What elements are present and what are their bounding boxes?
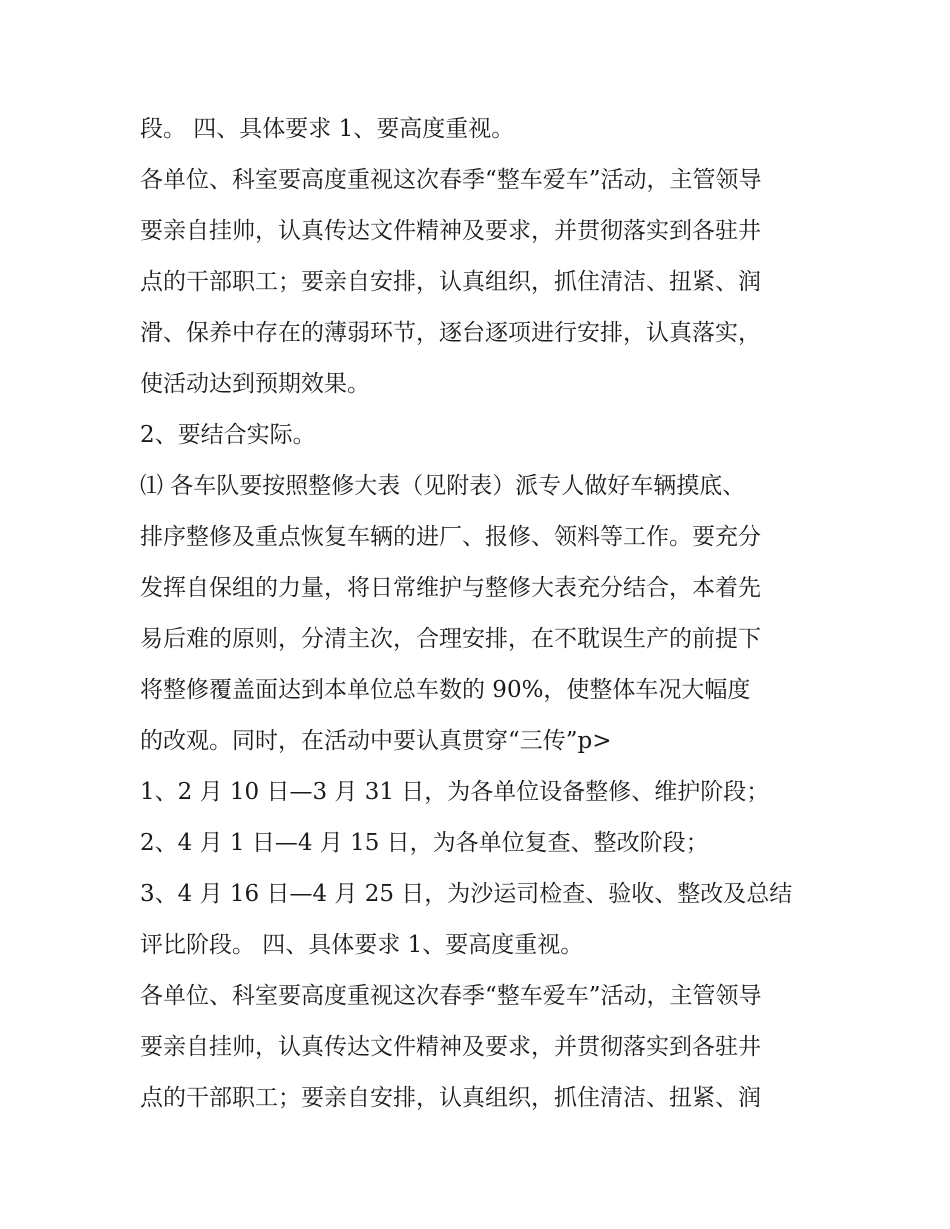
text-line: 滑、保养中存在的薄弱环节，逐台逐项进行安排，认真落实， xyxy=(140,320,761,346)
text-line: 点的干部职工；要亲自安排，认真组织，抓住清洁、扭紧、润 xyxy=(140,1085,761,1111)
text-line: 发挥自保组的力量，将日常维护与整修大表充分结合，本着先 xyxy=(140,575,761,601)
text-line: 要亲自挂帅，认真传达文件精神及要求，并贯彻落实到各驻井 xyxy=(140,1034,761,1060)
text-line: 各单位、科室要高度重视这次春季“整车爱车”活动，主管领导 xyxy=(140,167,762,193)
text-line: 的改观。同时，在活动中要认真贯穿“三传”p> xyxy=(140,728,612,754)
text-line: 要亲自挂帅，认真传达文件精神及要求，并贯彻落实到各驻井 xyxy=(140,218,761,244)
text-line: 使活动达到预期效果。 xyxy=(140,371,370,397)
text-line: 易后难的原则，分清主次，合理安排，在不耽误生产的前提下 xyxy=(140,626,761,652)
text-line: 3、4 月 16 日—4 月 25 日，为沙运司检查、验收、整改及总结 xyxy=(140,881,793,907)
text-line: 2、要结合实际。 xyxy=(140,422,316,448)
text-line: 1、2 月 10 日—3 月 31 日，为各单位设备整修、维护阶段； xyxy=(140,779,770,805)
text-line: 2、4 月 1 日—4 月 15 日，为各单位复查、整改阶段； xyxy=(140,830,709,856)
text-line: 段。 四、具体要求 1、要高度重视。 xyxy=(140,116,515,142)
text-line: ⑴ 各车队要按照整修大表（见附表）派专人做好车辆摸底、 xyxy=(140,473,746,499)
document-body xyxy=(140,104,820,1124)
text-line: 点的干部职工；要亲自安排，认真组织，抓住清洁、扭紧、润 xyxy=(140,269,761,295)
text-line: 各单位、科室要高度重视这次春季“整车爱车”活动，主管领导 xyxy=(140,983,762,1009)
text-line: 评比阶段。 四、具体要求 1、要高度重视。 xyxy=(140,932,584,958)
text-line: 排序整修及重点恢复车辆的进厂、报修、领料等工作。要充分 xyxy=(140,524,761,550)
text-line: 将整修覆盖面达到本单位总车数的 90%，使整体车况大幅度 xyxy=(140,677,751,703)
